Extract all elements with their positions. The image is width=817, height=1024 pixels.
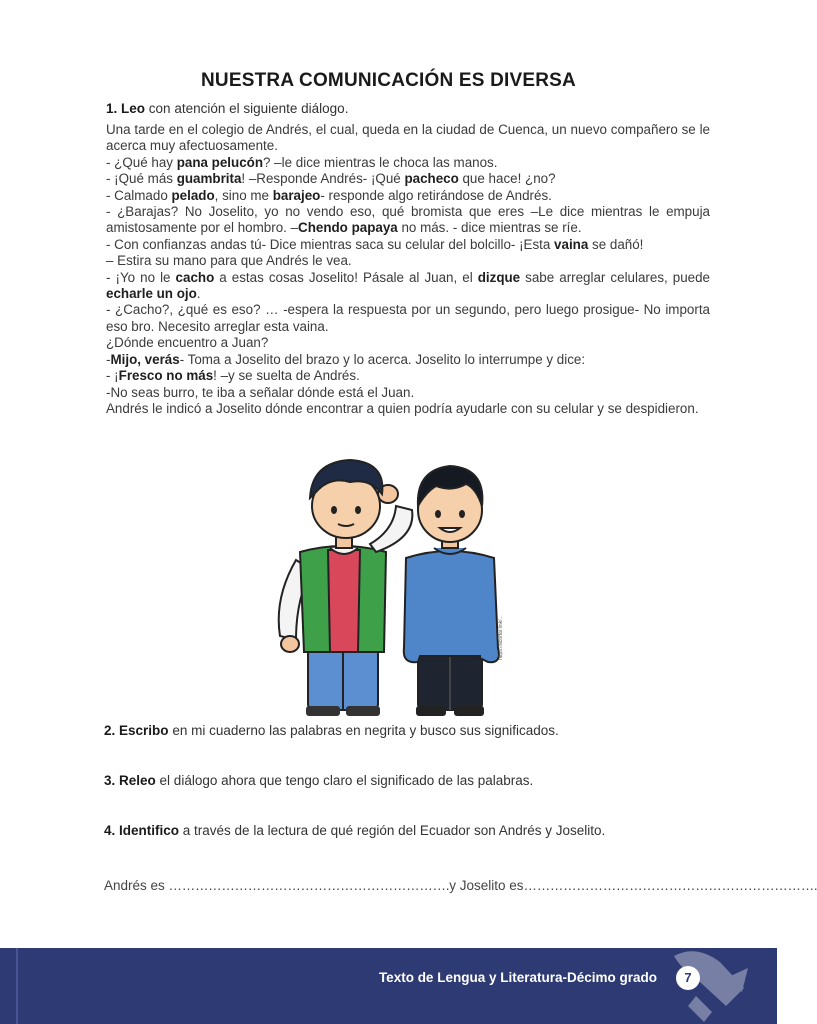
- question-4: [104, 823, 605, 838]
- boy-andres: [279, 460, 413, 716]
- question-4-number: 4.: [104, 823, 116, 838]
- dialogue-text: [106, 122, 710, 417]
- dialogue-line-8: - ¿Cacho?, ¿qué es eso? … -espera la respuesta por un segundo, pero luego prosigue- No importa eso bro. Necesito arreglar esta vaina.: [106, 302, 710, 334]
- dialogue-intro: Una tarde en el colegio de Andrés, el cual, queda en la ciudad de Cuenca, un nuevo compañero se le acerca muy afectuosamente.: [106, 122, 710, 154]
- question-4-verb: Identifico: [119, 823, 180, 838]
- answer-joselito-blank[interactable]: ………………………………………………………….: [523, 878, 817, 893]
- question-1: [106, 101, 348, 116]
- image-credit: https://acortar.link/...: [498, 615, 504, 660]
- footer-stripe: [16, 948, 18, 1024]
- dialogue-line-11: - ¡Fresco no más! –y se suelta de Andrés.: [106, 368, 360, 384]
- question-1-verb: Leo: [121, 101, 146, 116]
- dialogue-line-10: -Mijo, verás- Toma a Joselito del brazo y lo acerca. Joselito lo interrumpe y dice:: [106, 351, 586, 367]
- dialogue-line-4: - ¿Barajas? No Joselito, yo no vendo eso, qué bromista que eres –Le dice mientras le empuja amistosamente por el hombro. –Chendo papaya no más. - dice mientras se ríe.: [106, 204, 710, 236]
- page-number: 7: [676, 966, 700, 990]
- page-title: NUESTRA COMUNICACIÓN ES DIVERSA: [201, 70, 576, 91]
- question-2-verb: Escribo: [119, 723, 169, 738]
- boy-joselito: [404, 466, 499, 716]
- dialogue-line-12: -No seas burro, te iba a señalar dónde está el Juan.: [106, 384, 415, 400]
- question-3: [104, 773, 533, 788]
- footer-book-title: Texto de Lengua y Literatura-Décimo grado: [378, 970, 657, 985]
- question-3-verb: Releo: [119, 773, 156, 788]
- two-boys-illustration: [266, 448, 514, 720]
- dialogue-line-7: - ¡Yo no le cacho a estas cosas Joselito! Pásale al Juan, el dizque sabe arreglar celulares, puede echarle un ojo.: [106, 269, 711, 302]
- question-1-number: 1.: [106, 101, 118, 116]
- dialogue-line-2: - ¡Qué más guambrita! –Responde Andrés- ¡Qué pacheco que hace! ¿no?: [106, 171, 556, 187]
- question-2: [104, 723, 559, 738]
- dialogue-line-5: - Con confianzas andas tú- Dice mientras saca su celular del bolcillo- ¡Esta vaina se dañó!: [106, 236, 644, 252]
- question-4-text: a través de la lectura de qué región del Ecuador son Andrés y Joselito.: [179, 823, 606, 838]
- rocket-icon: [656, 948, 756, 1024]
- dialogue-line-13: Andrés le indicó a Joselito dónde encontrar a quien podría ayudarle con su celular y se despidieron.: [106, 400, 699, 416]
- answer-joselito-label: y Joselito es: [449, 878, 524, 893]
- dialogue-line-3: - Calmado pelado, sino me barajeo- responde algo retirándose de Andrés.: [106, 187, 552, 203]
- question-2-text: en mi cuaderno las palabras en negrita y busco sus significados.: [168, 723, 559, 738]
- question-2-number: 2.: [104, 723, 116, 738]
- dialogue-line-6: – Estira su mano para que Andrés le vea.: [106, 253, 352, 269]
- answer-andres-label: Andrés es: [104, 878, 169, 893]
- question-3-text: el diálogo ahora que tengo claro el significado de las palabras.: [155, 773, 534, 788]
- question-1-text: con atención el siguiente diálogo.: [145, 101, 349, 116]
- answer-line: [104, 878, 817, 893]
- dialogue-line-1: - ¿Qué hay pana pelucón? –le dice mientras le choca las manos.: [106, 154, 498, 170]
- dialogue-line-9: ¿Dónde encuentro a Juan?: [106, 335, 269, 351]
- answer-andres-blank[interactable]: ……………………………………………………….: [168, 878, 450, 893]
- question-3-number: 3.: [104, 773, 116, 788]
